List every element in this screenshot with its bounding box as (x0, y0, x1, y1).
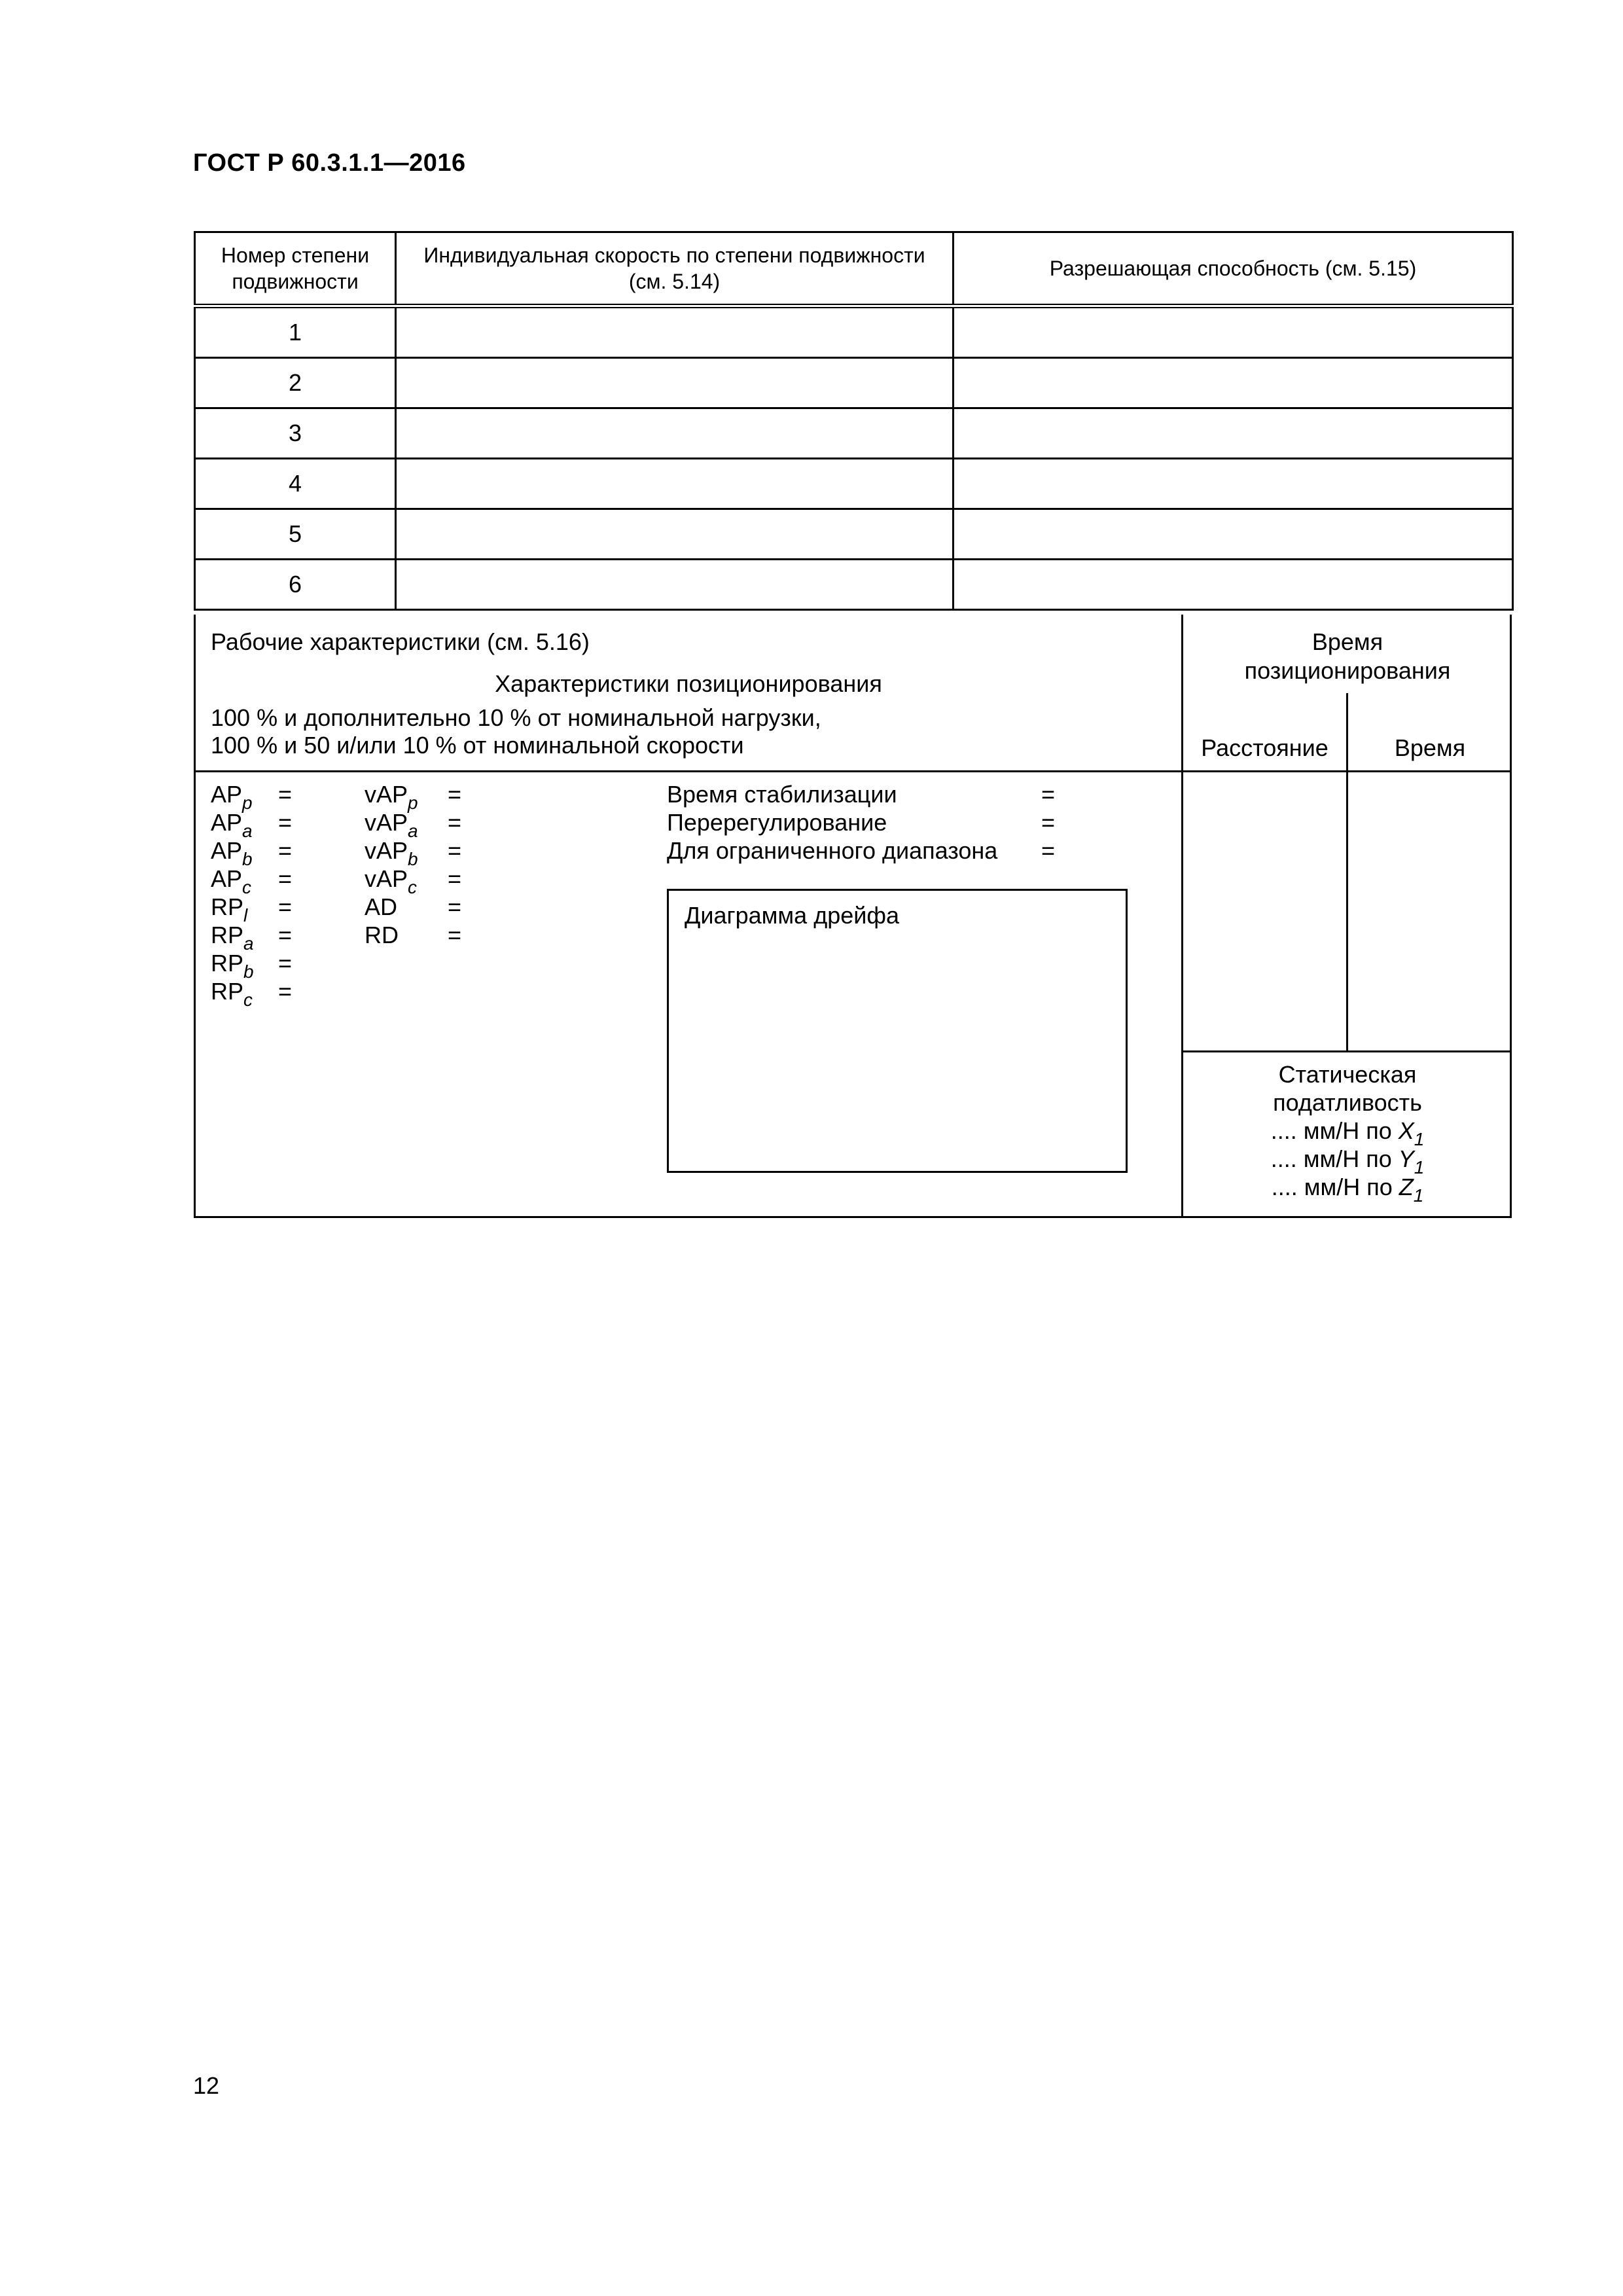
distance-label: Расстояние (1201, 734, 1329, 761)
time-label: Время (1394, 734, 1466, 761)
resolution-cell[interactable] (954, 358, 1513, 408)
equals-sign: = (448, 865, 462, 892)
equals-sign: = (278, 978, 293, 1005)
left-symbol (211, 865, 252, 897)
drift-diagram-label: Диаграмма дрейфа (685, 902, 900, 929)
divider-static (1181, 1050, 1512, 1052)
positioning-time-header: Время позиционирования (1244, 628, 1451, 684)
resolution-cell[interactable] (954, 459, 1513, 509)
dof-number: 4 (195, 459, 396, 509)
speed-cell[interactable] (396, 306, 954, 358)
mid-symbol-subscript: b (408, 849, 418, 869)
left-symbol-subscript: b (242, 849, 253, 869)
drift-diagram-box (667, 889, 1128, 1173)
equals-sign: = (1041, 781, 1056, 808)
speed-cell[interactable] (396, 560, 954, 610)
mid-symbol-subscript: c (408, 877, 418, 897)
mid-symbol (365, 921, 399, 949)
divider-header (196, 770, 1512, 772)
mid-symbol (365, 780, 418, 813)
static-compliance-title-1: Статическая (1278, 1061, 1417, 1088)
equals-sign: = (278, 781, 293, 808)
speed-cell[interactable] (396, 408, 954, 459)
left-symbol-base: AP (211, 865, 243, 892)
mid-symbol (365, 893, 397, 921)
stabilization-time-label: Время стабилизации (667, 781, 897, 808)
equals-sign: = (448, 922, 462, 948)
table-row (195, 408, 1513, 459)
col-header-individual-speed: Индивидуальная скорость по степени подвижности (см. 5.14) (396, 232, 954, 306)
dof-number: 5 (195, 509, 396, 560)
left-symbol (211, 836, 253, 869)
equals-sign: = (1041, 837, 1056, 864)
dof-number: 6 (195, 560, 396, 610)
left-symbol (211, 780, 253, 813)
left-symbol (211, 921, 254, 954)
equals-sign: = (1041, 809, 1056, 836)
speed-cell[interactable] (396, 459, 954, 509)
equals-sign: = (278, 865, 293, 892)
speed-condition: 100 % и 50 и/или 10 % от номинальной скорости (211, 732, 744, 759)
mid-symbol-subscript: p (408, 793, 418, 813)
performance-table (194, 615, 1512, 1218)
left-symbol-subscript: a (242, 821, 253, 841)
compliance-y: .... мм/Н по $Y_1$ (1270, 1145, 1425, 1177)
left-symbol (211, 977, 253, 1010)
left-symbol-subscript: p (242, 793, 253, 813)
equals-sign: = (448, 781, 462, 808)
table-row (195, 560, 1513, 610)
left-symbol-base: AP (211, 837, 243, 864)
table-row (195, 358, 1513, 408)
left-symbol-subscript: l (243, 905, 248, 925)
table-row (195, 509, 1513, 560)
equals-sign: = (278, 922, 293, 948)
dof-number: 2 (195, 358, 396, 408)
mid-symbol (365, 836, 418, 869)
mid-symbol-base: vAP (365, 809, 408, 836)
static-compliance-title-2: податливость (1273, 1089, 1422, 1116)
speed-cell[interactable] (396, 509, 954, 560)
left-symbol (211, 893, 248, 925)
left-symbol-base: AP (211, 781, 243, 808)
mid-symbol-base: vAP (365, 781, 408, 808)
compliance-z: .... мм/Н по $Z_1$ (1271, 1174, 1424, 1206)
left-symbol-subscript: a (243, 933, 254, 954)
left-symbol-subscript: c (243, 990, 253, 1010)
dof-number: 3 (195, 408, 396, 459)
document-header: ГОСТ Р 60.3.1.1—2016 (193, 149, 466, 177)
equals-sign: = (278, 950, 293, 977)
dof-number: 1 (195, 306, 396, 358)
mid-symbol-base: vAP (365, 865, 408, 892)
equals-sign: = (278, 809, 293, 836)
equals-sign: = (448, 837, 462, 864)
compliance-x: .... мм/Н по $X_1$ (1270, 1117, 1425, 1149)
left-symbol-base: RP (211, 978, 244, 1005)
mid-symbol-base: AD (365, 893, 398, 920)
left-symbol-base: RP (211, 893, 244, 920)
left-symbol-subscript: b (243, 961, 254, 982)
equals-sign: = (448, 893, 462, 920)
limited-range-label: Для ограниченного диапазона (667, 837, 998, 864)
left-symbol-base: RP (211, 922, 244, 948)
speed-cell[interactable] (396, 358, 954, 408)
left-symbol (211, 949, 254, 982)
left-symbol (211, 808, 253, 841)
mid-symbol-base: vAP (365, 837, 408, 864)
left-symbol-base: AP (211, 809, 243, 836)
load-condition: 100 % и дополнительно 10 % от номинальной нагрузки, (211, 704, 821, 731)
performance-title: Рабочие характеристики (см. 5.16) (211, 628, 590, 655)
mid-symbol-base: RD (365, 922, 399, 948)
dof-table (194, 231, 1514, 611)
left-symbol-base: RP (211, 950, 244, 977)
mid-symbol (365, 808, 418, 841)
left-symbol-subscript: c (242, 877, 252, 897)
table-row (195, 306, 1513, 358)
resolution-cell[interactable] (954, 306, 1513, 358)
positioning-subtitle: Характеристики позиционирования (495, 670, 882, 697)
resolution-cell[interactable] (954, 560, 1513, 610)
resolution-cell[interactable] (954, 408, 1513, 459)
col-header-resolution: Разрешающая способность (см. 5.15) (954, 232, 1513, 306)
overshoot-label: Перерегулирование (667, 809, 887, 836)
mid-symbol-subscript: a (408, 821, 418, 841)
mid-symbol (365, 865, 418, 897)
resolution-cell[interactable] (954, 509, 1513, 560)
equals-sign: = (278, 893, 293, 920)
table-row (195, 459, 1513, 509)
col-header-dof-number: Номер степени подвижности (195, 232, 396, 306)
page-number: 12 (193, 2072, 220, 2099)
equals-sign: = (448, 809, 462, 836)
equals-sign: = (278, 837, 293, 864)
